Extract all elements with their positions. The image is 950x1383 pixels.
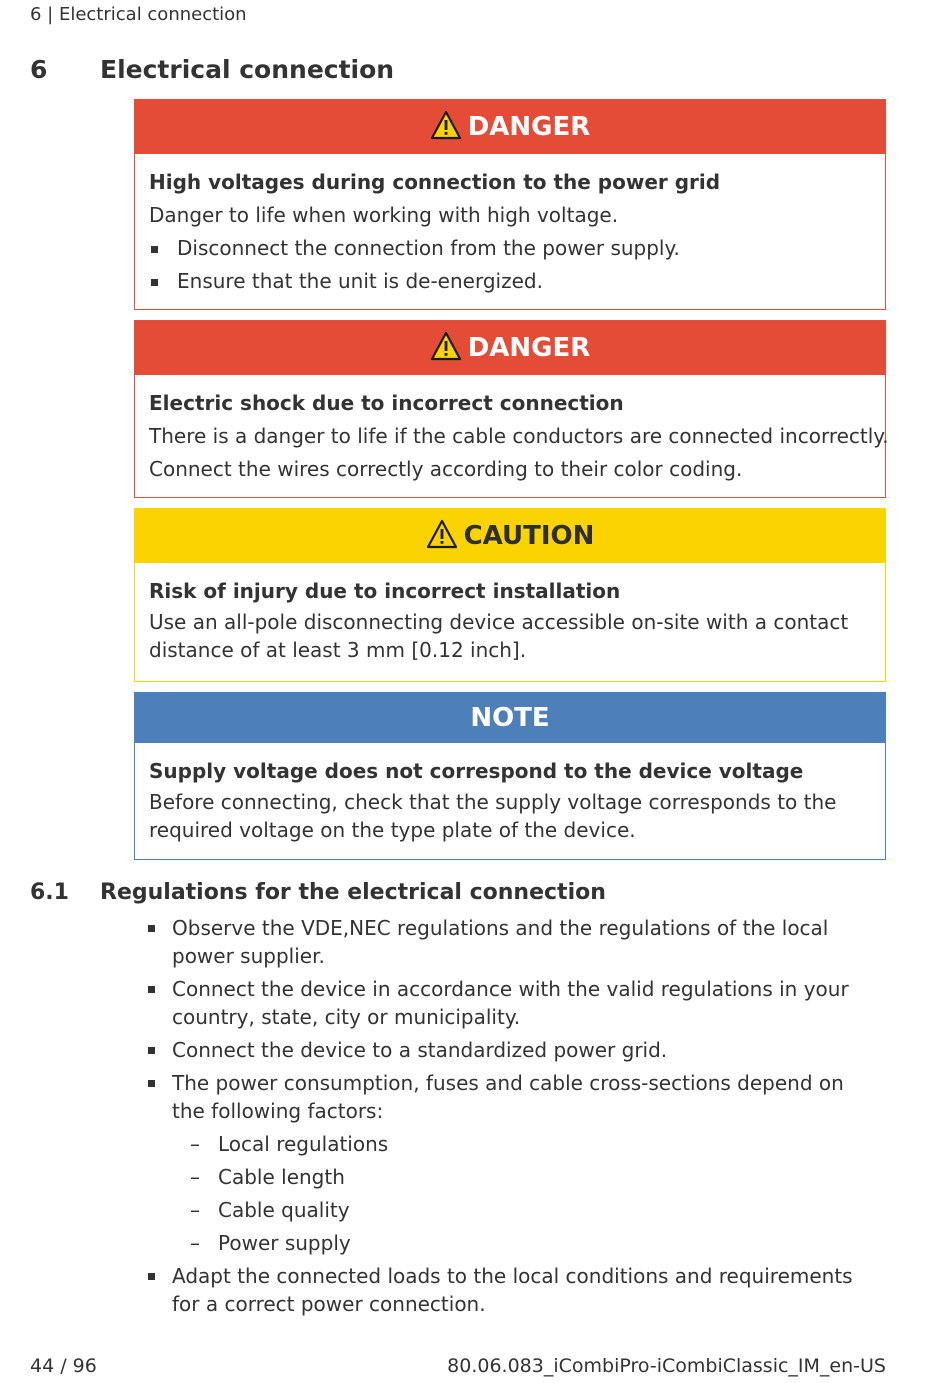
notice-heading: Risk of injury due to incorrect installation — [149, 579, 621, 603]
notice-text: There is a danger to life if the cable conductors are connected incorrectly. — [149, 424, 889, 448]
bullet-square-icon — [148, 1047, 155, 1054]
notice-heading: Electric shock due to incorrect connection — [149, 391, 624, 415]
list-item: – Power supply — [190, 1231, 351, 1255]
regulations-list — [146, 914, 876, 1323]
subsection-number: 6.1 — [30, 880, 69, 905]
danger-notice-high-voltage — [134, 99, 886, 310]
bullet-square-icon — [148, 1273, 155, 1280]
page-number: 44 / 96 — [30, 1355, 97, 1377]
list-item: Adapt the connected loads to the local conditions and requirements for a correct power connection. — [146, 1262, 876, 1318]
notice-header — [135, 693, 885, 743]
notice-text: Before connecting, check that the supply voltage corresponds to the required voltage on the type plate of the device. — [149, 790, 837, 842]
notice-label: DANGER — [467, 112, 591, 142]
factors-list — [172, 1130, 876, 1257]
notice-text: Use an all-pole disconnecting device accessible on-site with a contact distance of at least 3 mm [0.12 inch]. — [149, 610, 849, 662]
notice-bullets — [149, 232, 871, 298]
list-item: The power consumption, fuses and cable cross-sections depend on the following factors: – Local regulations – Cable length – Cable quality – Power supply — [146, 1069, 876, 1257]
notice-header — [135, 100, 885, 154]
document-id: 80.06.083_iCombiPro-iCombiClassic_IM_en-US — [447, 1355, 886, 1377]
list-item: – Local regulations — [190, 1132, 389, 1156]
bullet-square-icon — [148, 925, 155, 932]
section-title: Electrical connection — [100, 55, 395, 84]
notice-label: CAUTION — [463, 521, 595, 551]
section-number: 6 — [30, 55, 48, 84]
list-item: Observe the VDE,NEC regulations and the regulations of the local power supplier. — [146, 914, 876, 970]
notice-heading: Supply voltage does not correspond to the device voltage — [149, 759, 804, 783]
notice-label: DANGER — [467, 333, 591, 363]
warning-triangle-icon — [426, 519, 458, 549]
notice-header — [135, 509, 885, 563]
note-notice-supply-voltage — [134, 692, 886, 860]
running-header: 6 | Electrical connection — [30, 4, 247, 25]
warning-triangle-icon — [430, 110, 462, 140]
caution-notice-installation — [134, 508, 886, 682]
notice-header — [135, 321, 885, 375]
notice-label: NOTE — [470, 703, 550, 733]
bullet-square-icon — [151, 279, 158, 286]
list-item: – Cable quality — [190, 1198, 350, 1222]
bullet-square-icon — [148, 986, 155, 993]
list-item: – Cable length — [190, 1165, 345, 1189]
list-item: Connect the device to a standardized power grid. — [146, 1036, 876, 1064]
danger-notice-electric-shock — [134, 320, 889, 498]
notice-text: Danger to life when working with high voltage. — [149, 203, 619, 227]
bullet-square-icon — [151, 246, 158, 253]
notice-text: Connect the wires correctly according to their color coding. — [149, 457, 743, 481]
bullet-square-icon — [148, 1080, 155, 1087]
subsection-title: Regulations for the electrical connection — [100, 880, 606, 905]
warning-triangle-icon — [430, 331, 462, 361]
notice-heading: High voltages during connection to the power grid — [149, 170, 721, 194]
list-item: Connect the device in accordance with the valid regulations in your country, state, city or municipality. — [146, 975, 876, 1031]
list-item: Ensure that the unit is de-energized. — [149, 265, 871, 298]
list-item: Disconnect the connection from the power supply. — [149, 232, 871, 265]
